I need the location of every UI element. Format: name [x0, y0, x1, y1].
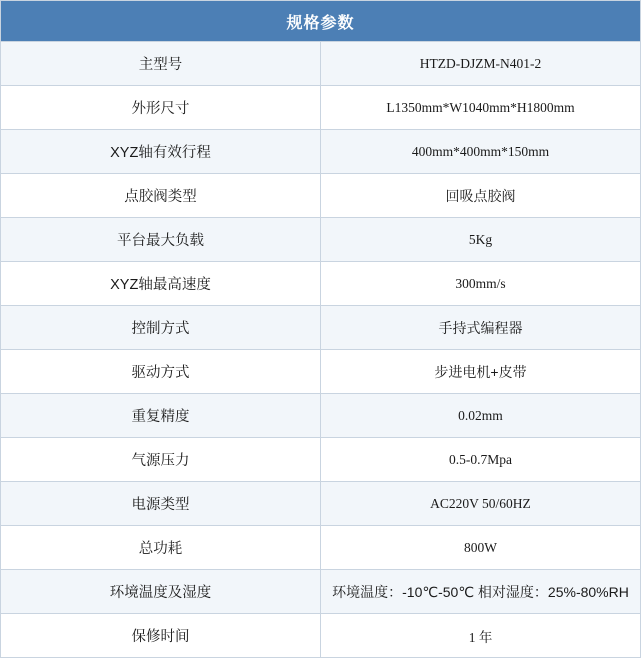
table-row — [1, 262, 641, 306]
spec-label: 外形尺寸 — [1, 86, 321, 130]
spec-value: 0.5-0.7Mpa — [321, 438, 641, 482]
table-row — [1, 482, 641, 526]
table-row — [1, 130, 641, 174]
table-row — [1, 394, 641, 438]
table-body — [1, 1, 641, 658]
table-row — [1, 570, 641, 614]
spec-value: 回吸点胶阀 — [321, 174, 641, 218]
spec-value: HTZD-DJZM-N401-2 — [321, 42, 641, 86]
spec-value: 0.02mm — [321, 394, 641, 438]
spec-value: 5Kg — [321, 218, 641, 262]
table-row — [1, 42, 641, 86]
table-row — [1, 174, 641, 218]
spec-value: 手持式编程器 — [321, 306, 641, 350]
spec-label: 控制方式 — [1, 306, 321, 350]
spec-label: 点胶阀类型 — [1, 174, 321, 218]
spec-value: 1 年 — [321, 614, 641, 658]
spec-value: 环境温度：-10℃-50℃ 相对湿度：25%-80%RH — [321, 570, 641, 614]
spec-label: 环境温度及湿度 — [1, 570, 321, 614]
spec-value: 300mm/s — [321, 262, 641, 306]
spec-label: 驱动方式 — [1, 350, 321, 394]
spec-label: 总功耗 — [1, 526, 321, 570]
spec-label: 气源压力 — [1, 438, 321, 482]
spec-value: 800W — [321, 526, 641, 570]
table-row — [1, 86, 641, 130]
table-row — [1, 526, 641, 570]
table-title: 规格参数 — [1, 1, 641, 42]
table-header-row — [1, 1, 641, 42]
spec-label: 保修时间 — [1, 614, 321, 658]
spec-value: AC220V 50/60HZ — [321, 482, 641, 526]
spec-label: 电源类型 — [1, 482, 321, 526]
spec-value: 步进电机+皮带 — [321, 350, 641, 394]
spec-label: 平台最大负载 — [1, 218, 321, 262]
spec-value: 400mm*400mm*150mm — [321, 130, 641, 174]
table-row — [1, 306, 641, 350]
table-row — [1, 614, 641, 658]
spec-label: XYZ轴有效行程 — [1, 130, 321, 174]
spec-label: XYZ轴最高速度 — [1, 262, 321, 306]
table-row — [1, 350, 641, 394]
spec-label: 重复精度 — [1, 394, 321, 438]
spec-value: L1350mm*W1040mm*H1800mm — [321, 86, 641, 130]
table-row — [1, 438, 641, 482]
table-row — [1, 218, 641, 262]
spec-label: 主型号 — [1, 42, 321, 86]
